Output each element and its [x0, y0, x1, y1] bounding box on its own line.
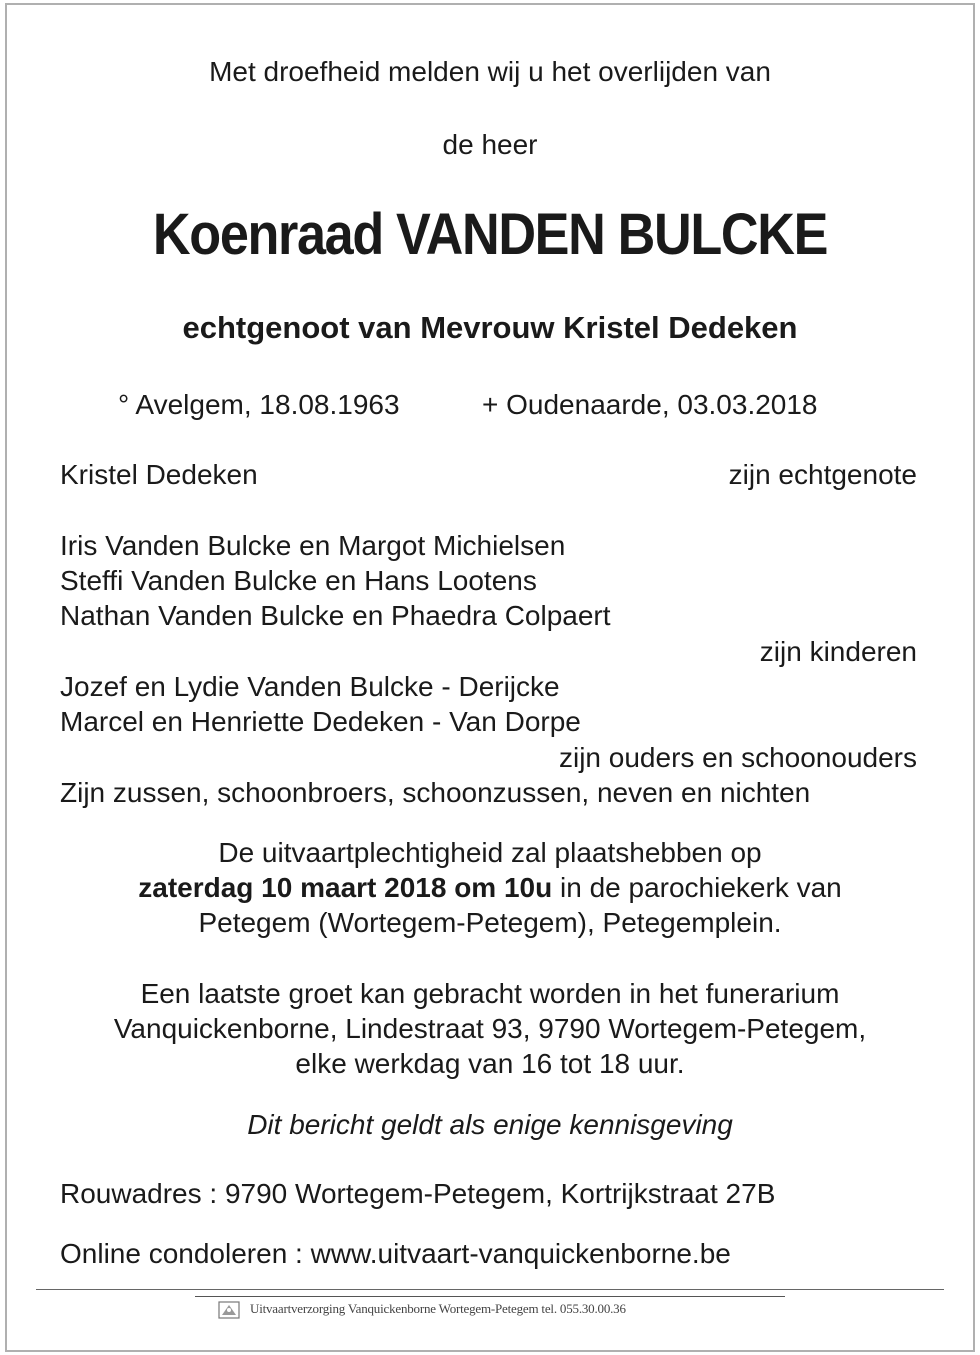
child-line: Nathan Vanden Bulcke en Phaedra Colpaert — [60, 600, 611, 631]
children-role: zijn kinderen — [759, 636, 917, 667]
funeral-line-2 — [0, 871, 980, 905]
visitation-line-2: Vanquickenborne, Lindestraat 93, 9790 Wortegem-Petegem, — [113, 1013, 867, 1044]
spouse-line: echtgenoot van Mevrouw Kristel Dedeken — [182, 310, 798, 345]
funeral-line-3: Petegem (Wortegem-Petegem), Petegemplein. — [198, 907, 782, 938]
child-line: Iris Vanden Bulcke en Margot Michielsen — [60, 530, 566, 561]
parents-line: Jozef en Lydie Vanden Bulcke - Derijcke — [60, 671, 560, 702]
funeral-home-logo-icon — [218, 1300, 240, 1320]
funeral-line-1: De uitvaartplechtigheid zal plaatshebben op — [218, 837, 762, 868]
notice-disclaimer: Dit bericht geldt als enige kennisgeving — [247, 1109, 733, 1140]
spouse-role: zijn echtgenote — [728, 459, 917, 490]
birth-info: ° Avelgem, 18.08.1963 — [118, 389, 400, 420]
child-line: Steffi Vanden Bulcke en Hans Lootens — [60, 565, 537, 596]
parents-line: Marcel en Henriette Dedeken - Van Dorpe — [60, 706, 581, 737]
footer-credit: Uitvaartverzorging Vanquickenborne Wortegem-Petegem tel. 055.30.00.36 — [250, 1301, 626, 1316]
honorific: de heer — [442, 129, 538, 160]
online-condolences: Online condoleren : www.uitvaart-vanquickenborne.be — [60, 1238, 731, 1269]
other-relatives: Zijn zussen, schoonbroers, schoonzussen, neven en nichten — [60, 777, 811, 808]
death-info: + Oudenaarde, 03.03.2018 — [482, 389, 818, 420]
deceased-name: Koenraad VANDEN BULCKE — [152, 202, 828, 267]
intro-text: Met droefheid melden wij u het overlijden van — [209, 56, 771, 87]
mourning-address: Rouwadres : 9790 Wortegem-Petegem, Kortrijkstraat 27B — [60, 1178, 776, 1209]
visitation-line-1: Een laatste groet kan gebracht worden in het funerarium — [140, 978, 840, 1009]
visitation-line-3: elke werkdag van 16 tot 18 uur. — [295, 1048, 685, 1079]
spouse-name: Kristel Dedeken — [60, 459, 258, 490]
parents-role: zijn ouders en schoonouders — [558, 742, 917, 773]
funeral-location-intro: in de parochiekerk van — [552, 872, 842, 903]
funeral-date: zaterdag 10 maart 2018 om 10u — [138, 872, 553, 903]
footer-divider — [36, 1289, 944, 1290]
